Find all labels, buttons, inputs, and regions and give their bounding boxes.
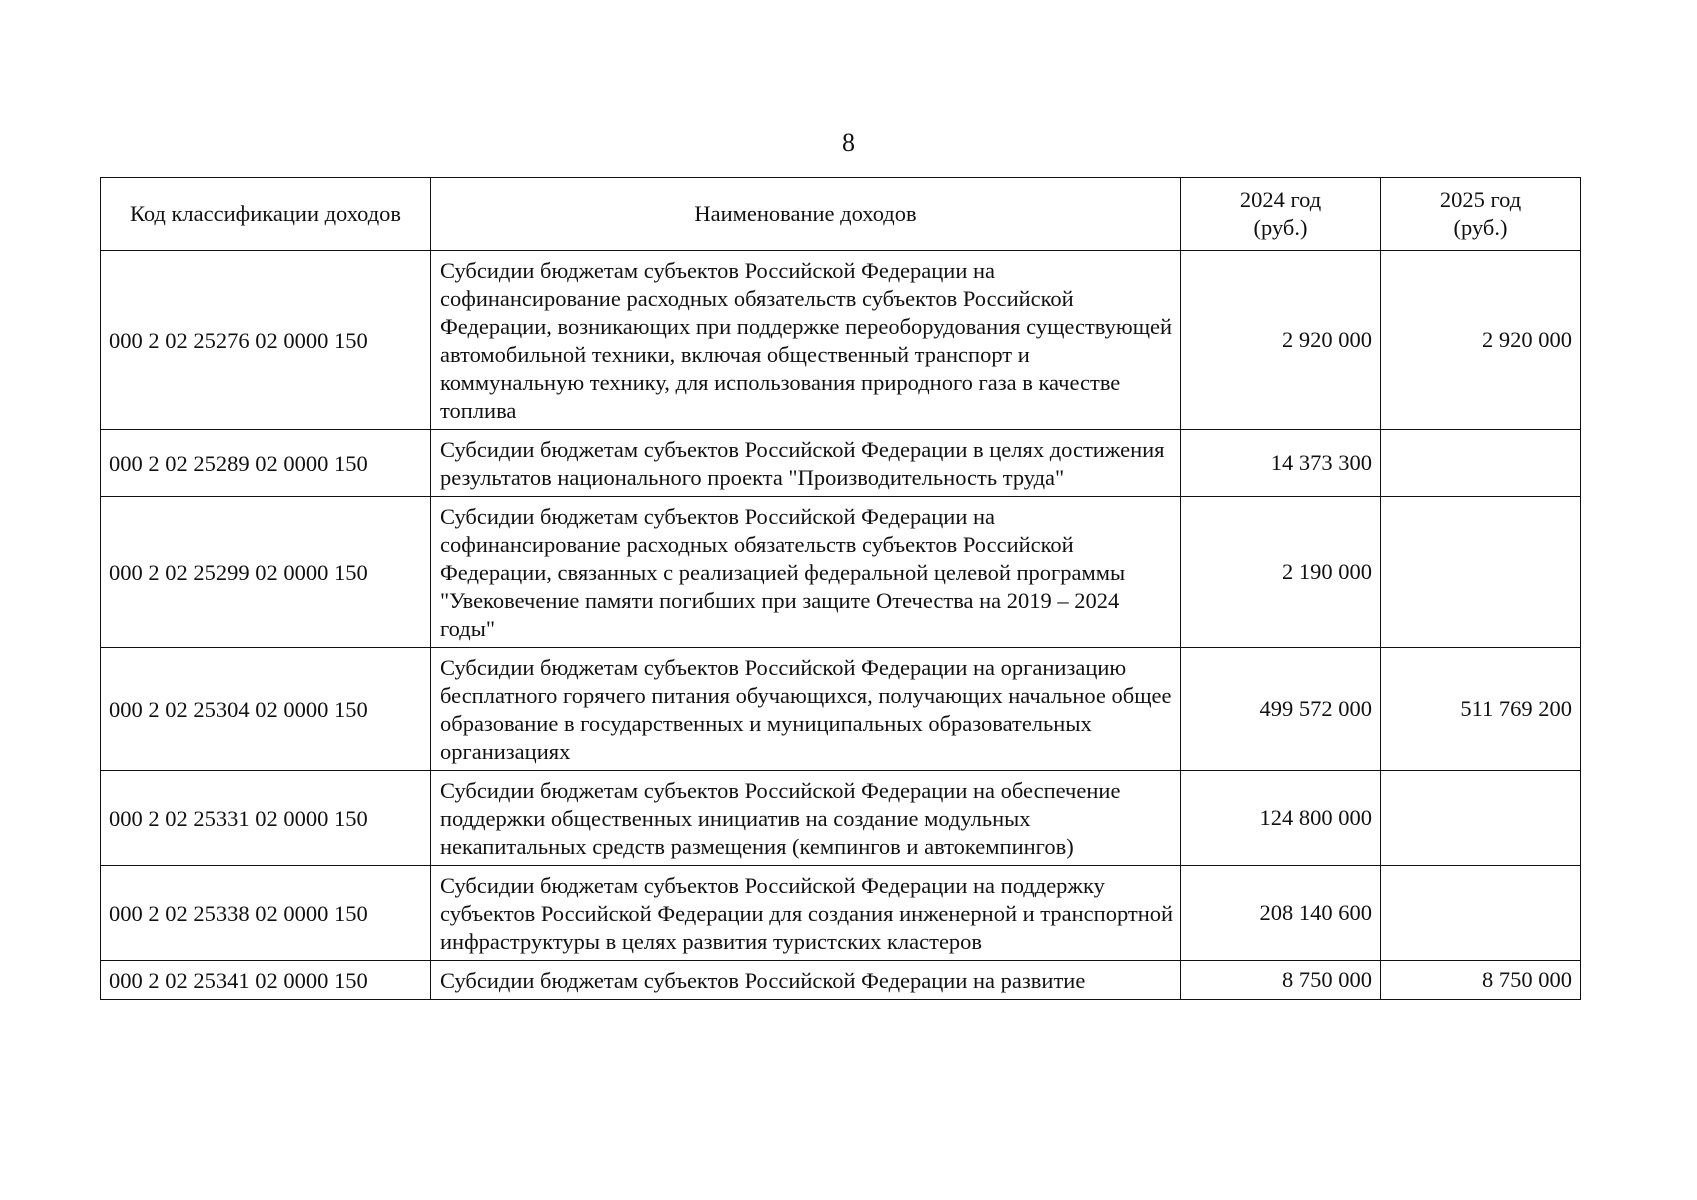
row-amount-2024: 2 920 000 [1181,251,1381,430]
table-row [101,771,1581,866]
row-amount-2024: 2 190 000 [1181,497,1381,648]
row-name: Субсидии бюджетам субъектов Российской Федерации на софинансирование расходных обязательств субъектов Российской Федерации, возникающих при поддержке переоборудования существующей автомобильной техники, включая общественный транспорт и коммунальную технику, для использования природного газа в качестве топлива [431,251,1181,430]
table-row [101,961,1581,1000]
row-code: 000 2 02 25289 02 0000 150 [101,430,431,497]
table-row [101,866,1581,961]
row-name: Субсидии бюджетам субъектов Российской Федерации на поддержку субъектов Российской Федерации для создания инженерной и транспортной инфраструктуры в целях развития туристских кластеров [431,866,1181,961]
row-name: Субсидии бюджетам субъектов Российской Федерации на развитие [431,961,1181,1000]
row-amount-2025 [1381,771,1581,866]
row-amount-2025: 8 750 000 [1381,961,1581,1000]
header-2025 [1381,178,1581,251]
revenue-table [100,177,1581,1000]
row-amount-2024: 208 140 600 [1181,866,1381,961]
header-name: Наименование доходов [431,178,1181,251]
header-2025-year: 2025 год [1439,187,1522,212]
row-code: 000 2 02 25299 02 0000 150 [101,497,431,648]
row-code: 000 2 02 25341 02 0000 150 [101,961,431,1000]
header-2024-year: 2024 год [1239,187,1322,212]
page-number: 8 [842,128,855,157]
row-amount-2025: 511 769 200 [1381,648,1581,771]
row-code: 000 2 02 25331 02 0000 150 [101,771,431,866]
row-code: 000 2 02 25276 02 0000 150 [101,251,431,430]
row-amount-2025 [1381,497,1581,648]
row-amount-2024: 14 373 300 [1181,430,1381,497]
row-name: Субсидии бюджетам субъектов Российской Федерации на организацию бесплатного горячего питания обучающихся, получающих начальное общее образование в государственных и муниципальных образовательных организациях [431,648,1181,771]
row-name: Субсидии бюджетам субъектов Российской Федерации на софинансирование расходных обязательств субъектов Российской Федерации, связанных с реализацией федеральной целевой программы "Увековечение памяти погибших при защите Отечества на 2019 – 2024 годы" [431,497,1181,648]
header-2024 [1181,178,1381,251]
table-row [101,497,1581,648]
row-amount-2025 [1381,430,1581,497]
row-amount-2025 [1381,866,1581,961]
table-row [101,648,1581,771]
row-code: 000 2 02 25304 02 0000 150 [101,648,431,771]
row-amount-2024: 124 800 000 [1181,771,1381,866]
table-row [101,430,1581,497]
table-header-row [101,178,1581,251]
row-amount-2024: 499 572 000 [1181,648,1381,771]
header-2024-unit: (руб.) [1253,215,1308,240]
row-name: Субсидии бюджетам субъектов Российской Федерации в целях достижения результатов национального проекта "Производительность труда" [431,430,1181,497]
row-name: Субсидии бюджетам субъектов Российской Федерации на обеспечение поддержки общественных инициатив на создание модульных некапитальных средств размещения (кемпингов и автокемпингов) [431,771,1181,866]
row-amount-2024: 8 750 000 [1181,961,1381,1000]
header-code: Код классификации доходов [101,178,431,251]
header-2025-unit: (руб.) [1453,215,1508,240]
row-code: 000 2 02 25338 02 0000 150 [101,866,431,961]
row-amount-2025: 2 920 000 [1381,251,1581,430]
table-row [101,251,1581,430]
